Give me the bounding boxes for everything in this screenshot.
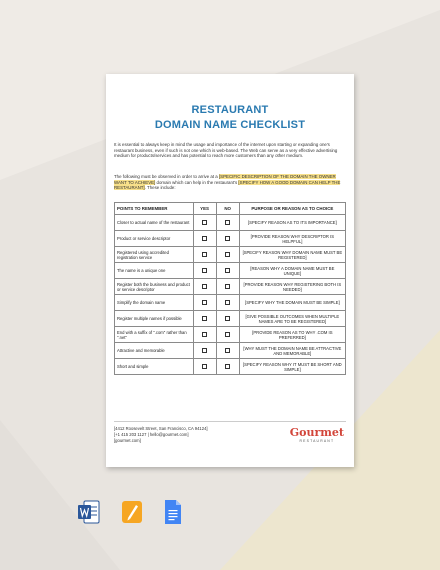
pages-icon[interactable] [121,499,143,525]
point-cell: The name is a unique one [115,263,194,279]
point-cell: Register multiple names if possible [115,311,194,327]
no-checkbox-cell[interactable] [216,279,239,295]
table-row [115,359,346,375]
document-title-line1: RESTAURANT [191,104,269,116]
yes-checkbox-cell[interactable] [193,311,216,327]
table-row [115,231,346,247]
checklist-table [114,202,346,375]
table-row [115,327,346,343]
table-row [115,279,346,295]
footer-divider [114,421,346,422]
header-reason: PURPOSE OR REASON AS TO CHOICE [239,203,345,215]
instruction-text-c: . These include: [144,185,176,191]
point-cell: Product or service descriptor [115,231,194,247]
checkbox-icon[interactable] [225,252,230,257]
checkbox-icon[interactable] [202,348,207,353]
logo-name: Gourmet [289,426,344,439]
checkbox-icon[interactable] [202,252,207,257]
no-checkbox-cell[interactable] [216,359,239,375]
document-page [106,74,354,467]
point-cell: End with a suffix of ".com" rather than ".net" [115,327,194,343]
footer-address: [4412 Roosevelt Street, San Francisco, CA 94124] [114,426,208,431]
footer-contact [114,426,208,444]
intro-paragraph: It is essential to always keep in mind the usage and importance of the internet upon starting or expanding one's restaurant business, even if such is not one which is web-based. The Web can serve as a very effective advertising medium for products/services and has potential to reach more customers than any other medium. [114,142,338,159]
checkbox-icon[interactable] [225,348,230,353]
table-row [115,263,346,279]
checkbox-icon[interactable] [202,316,207,321]
document-title-line2: DOMAIN NAME CHECKLIST [154,119,306,131]
header-yes: YES [193,203,216,215]
instruction-paragraph [114,174,346,191]
no-checkbox-cell[interactable] [216,343,239,359]
checkbox-icon[interactable] [202,284,207,289]
no-checkbox-cell[interactable] [216,231,239,247]
checkbox-icon[interactable] [202,300,207,305]
no-checkbox-cell[interactable] [216,247,239,263]
checkbox-icon[interactable] [225,332,230,337]
no-checkbox-cell[interactable] [216,263,239,279]
checkbox-icon[interactable] [202,268,207,273]
checkbox-icon[interactable] [225,316,230,321]
point-cell: Register both the business and product or service descriptor [115,279,194,295]
table-row [115,311,346,327]
reason-cell: [PROVIDE REASON WHY DESCRIPTOR IS HELPFUL] [239,231,345,247]
reason-cell: [SPECIFY REASON WHY IT MUST BE SHORT AND SIMPLE] [239,359,345,375]
yes-checkbox-cell[interactable] [193,359,216,375]
instruction-text-b: domain which can help in the restaurant's [155,179,239,185]
yes-checkbox-cell[interactable] [193,263,216,279]
yes-checkbox-cell[interactable] [193,295,216,311]
point-cell: Attractive and memorable [115,343,194,359]
instruction-text-a: The following must be observed in order to arrive at a [114,174,219,179]
google-docs-icon[interactable] [162,499,184,525]
yes-checkbox-cell[interactable] [193,215,216,231]
reason-cell: [GIVE POSSIBLE OUTCOMES WHEN MULTIPLE NAMES ARE TO BE REGISTERED] [239,311,345,327]
yes-checkbox-cell[interactable] [193,247,216,263]
table-row [115,295,346,311]
placeholder-domain-description: [SPECIFIC DESCRIPTION OF THE DOMAIN THE OWNER WANT TO ACHIEVE] [114,174,336,185]
reason-cell: [SPECIFY REASON WHY DOMAIN NAME MUST BE REGISTERED] [239,247,345,263]
point-cell: Simplify the domain name [115,295,194,311]
no-checkbox-cell[interactable] [216,215,239,231]
point-cell: Short and simple [115,359,194,375]
checkbox-icon[interactable] [202,220,207,225]
placeholder-domain-benefit: [SPECIFY HOW A GOOD DOMAIN CAN HELP THE RESTAURANT] [114,179,341,191]
footer-website: [gourmet.com] [114,438,141,443]
table-row [115,343,346,359]
checkbox-icon[interactable] [225,236,230,241]
checkbox-icon[interactable] [202,364,207,369]
table-row [115,247,346,263]
yes-checkbox-cell[interactable] [193,279,216,295]
checkbox-icon[interactable] [202,332,207,337]
yes-checkbox-cell[interactable] [193,343,216,359]
table-header-row [115,203,346,215]
checkbox-icon[interactable] [225,220,230,225]
header-no: NO [216,203,239,215]
reason-cell: [WHY MUST THE DOMAIN NAME BE ATTRACTIVE AND MEMORABLE] [239,343,345,359]
reason-cell: [PROVIDE REASON AS TO WHY .COM IS PREFERRED] [239,327,345,343]
logo-subtitle: RESTAURANT [299,439,335,443]
yes-checkbox-cell[interactable] [193,327,216,343]
yes-checkbox-cell[interactable] [193,231,216,247]
reason-cell: [SPECIFY WHY THE DOMAIN MUST BE SIMPLE] [239,295,345,311]
reason-cell: [REASON WHY A DOMAIN NAME MUST BE UNIQUE] [239,263,345,279]
no-checkbox-cell[interactable] [216,327,239,343]
checkbox-icon[interactable] [225,300,230,305]
reason-cell: [PROVIDE REASON WHY REGISTERING BOTH IS NEEDED] [239,279,345,295]
checkbox-icon[interactable] [225,284,230,289]
point-cell: Closer to actual name of the restaurant [115,215,194,231]
point-cell: Registered using accredited registration service [115,247,194,263]
no-checkbox-cell[interactable] [216,295,239,311]
table-row [115,215,346,231]
header-points: POINTS TO REMEMBER [115,203,194,215]
reason-cell: [SPECIFY REASON AS TO ITS IMPORTANCE] [239,215,345,231]
word-icon[interactable] [78,499,100,525]
checkbox-icon[interactable] [225,364,230,369]
gourmet-logo [290,427,344,443]
no-checkbox-cell[interactable] [216,311,239,327]
footer-phone-email: [+1 415 203 1127 | hello@gourmet.com] [114,432,189,437]
checkbox-icon[interactable] [225,268,230,273]
checkbox-icon[interactable] [202,236,207,241]
